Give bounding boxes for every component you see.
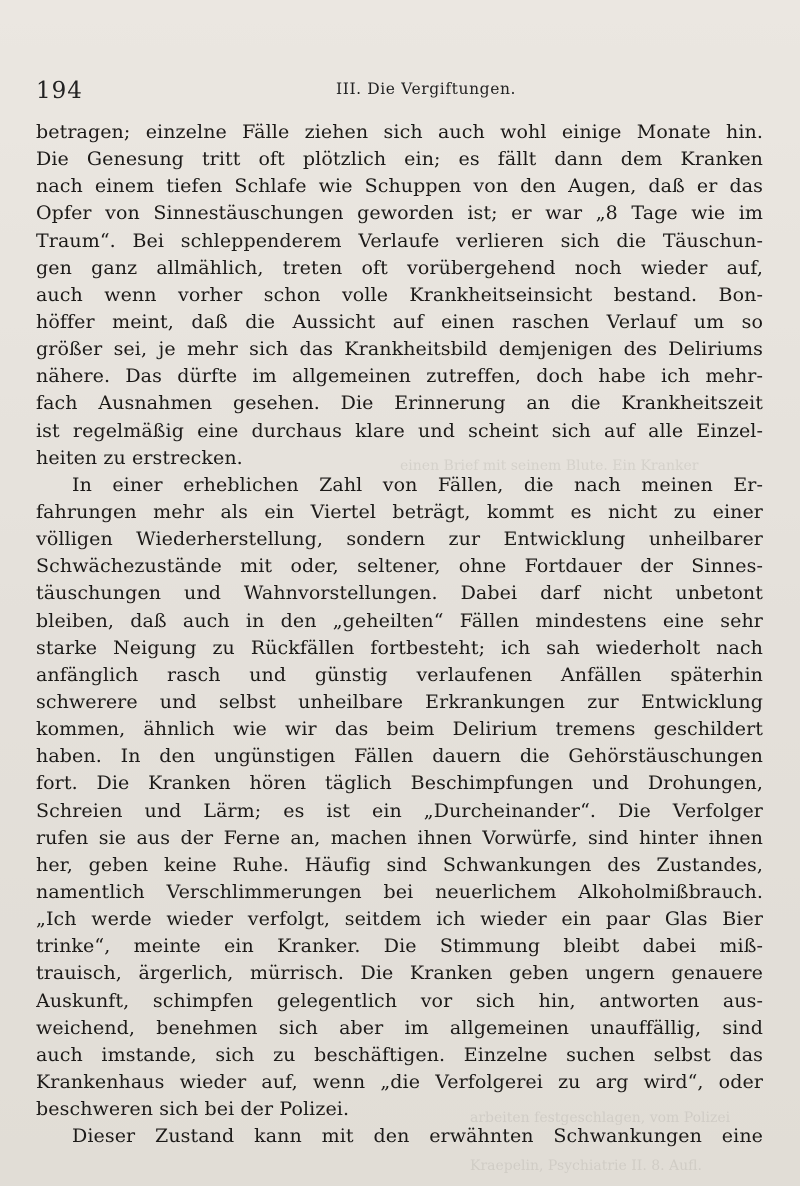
running-title: III. Die Vergiftungen.: [336, 80, 517, 98]
text-line: schwerere und selbst unheilbare Erkrankungen zur Entwicklung: [36, 690, 763, 713]
page-header: [36, 74, 764, 110]
text-line: rufen sie aus der Ferne an, machen ihnen Vorwürfe, sind hinter ihnen: [36, 826, 763, 849]
text-line: Auskunft, schimpfen gelegentlich vor sich hin, antworten aus-: [36, 989, 763, 1012]
text-line: nähere. Das dürfte im allgemeinen zutreffen, doch habe ich mehr-: [36, 365, 763, 388]
text-line: völligen Wiederherstellung, sondern zur Entwicklung unheilbarer: [36, 528, 763, 551]
text-line: ist regelmäßig eine durchaus klare und scheint sich auf alle Einzel-: [36, 419, 763, 442]
text-line: Schwächezustände mit oder, seltener, ohne Fortdauer der Sinnes-: [36, 555, 763, 578]
text-line: Schreien und Lärm; es ist ein „Durcheinander“. Die Verfolger: [36, 799, 763, 822]
text-line: fahrungen mehr als ein Viertel beträgt, kommt es nicht zu einer: [36, 500, 763, 523]
book-page: einen Brief mit seinem Blute. Ein Kranker arbeiten festgeschlagen, vom Polizei Kraepelin, Psychiatrie II. 8. Aufl. 194 III. Die Vergiftungen. betragen; einzelne Fälle ziehen sich auch wohl einige Monate hin. Die Genesung tritt oft plötzlich ein; es fällt dann dem Kranken nach einem tiefen Schlafe wie Schuppen von den Augen, daß er das Opfer von Sinnestäuschungen geworden ist; er war „8 Tage wie im Traum“. Bei schleppenderem Verlaufe verlieren sich die Täuschun- gen ganz allmählich, treten oft vorübergehend noch wieder auf, auch wenn vorher schon volle Krankheitseinsicht bestand. Bon- höffer meint, daß die Aussicht auf einen raschen Verlauf um so größer sei, je mehr sich das Krankheitsbild demjenigen des Deliriums nähere. Das dürfte im allgemeinen zutreffen, doch habe ich mehr- fach Ausnahmen gesehen. Die Erinnerung an die Krankheitszeit ist regelmäßig eine durchaus klare und scheint sich auf alle Einzel- heiten zu erstrecken. In einer erheblichen Zahl von Fällen, die nach meinen Er- fahrungen mehr als ein Viertel beträgt, kommt es nicht zu einer völligen Wiederherstellung, sondern zur Entwicklung unheilbarer Schwächezustände mit oder, seltener, ohne Fortdauer der Sinnes- täuschungen und Wahnvorstellungen. Dabei darf nicht unbetont bleiben, daß auch in den „geheilten“ Fällen mindestens eine sehr starke Neigung zu Rückfällen fortbesteht; ich sah wiederholt nach anfänglich rasch und günstig verlaufenen Anfällen späterhin schwerere und selbst unheilbare Erkrankungen zur Entwicklung kommen, ähnlich wie wir das beim Delirium tremens geschildert haben. In den ungünstigen Fällen dauern die Gehörstäuschungen fort. Die Kranken hören täglich Beschimpfungen und Drohungen, Schreien und Lärm; es ist ein „Durcheinander“. Die Verfolger rufen sie aus der Ferne an, machen ihnen Vorwürfe, sind hinter ihnen her, geben keine Ruhe. Häufig sind Schwankungen des Zustandes, namentlich Verschlimmerungen bei neuerlichem Alkoholmißbrauch. „Ich werde wieder verfolgt, seitdem ich wieder ein paar Glas Bier trinke“, meinte ein Kranker. Die Stimmung bleibt dabei miß- trauisch, ärgerlich, mürrisch. Die Kranken geben ungern genauere Auskunft, schimpfen gelegentlich vor sich hin, antworten aus- weichend, benehmen sich aber im allgemeinen unauffällig, sind auch imstande, sich zu beschäftigen. Einzelne suchen selbst das Krankenhaus wieder auf, wenn „die Verfolgerei zu arg wird“, oder beschweren sich bei der Polizei. Dieser Zustand kann mit den erwähnten Schwankungen eine: [0, 0, 800, 1186]
text-line: auch imstande, sich zu beschäftigen. Einzelne suchen selbst das: [36, 1043, 763, 1066]
text-line: her, geben keine Ruhe. Häufig sind Schwankungen des Zustandes,: [36, 853, 763, 876]
text-line: trinke“, meinte ein Kranker. Die Stimmung bleibt dabei miß-: [36, 935, 763, 958]
text-line: bleiben, daß auch in den „geheilten“ Fällen mindestens eine sehr: [36, 609, 763, 632]
paragraph-start-line: In einer erheblichen Zahl von Fällen, die nach meinen Er-: [72, 473, 763, 496]
text-line: höffer meint, daß die Aussicht auf einen raschen Verlauf um so: [36, 310, 763, 333]
text-line: starke Neigung zu Rückfällen fortbesteht; ich sah wiederholt nach: [36, 636, 763, 659]
paragraph-start-line: Dieser Zustand kann mit den erwähnten Schwankungen eine: [72, 1125, 763, 1148]
text-line: trauisch, ärgerlich, mürrisch. Die Kranken geben ungern genauere: [36, 962, 763, 985]
text-line: gen ganz allmählich, treten oft vorübergehend noch wieder auf,: [36, 256, 763, 279]
text-line: heiten zu erstrecken.: [36, 446, 243, 469]
text-line: täuschungen und Wahnvorstellungen. Dabei darf nicht unbetont: [36, 582, 763, 605]
text-line: anfänglich rasch und günstig verlaufenen Anfällen späterhin: [36, 663, 763, 686]
page-number: 194: [36, 78, 83, 104]
body-text: [36, 119, 763, 1150]
text-line: namentlich Verschlimmerungen bei neuerlichem Alkoholmißbrauch.: [36, 880, 763, 903]
text-line: Die Genesung tritt oft plötzlich ein; es fällt dann dem Kranken: [36, 148, 763, 171]
text-line: Opfer von Sinnestäuschungen geworden ist; er war „8 Tage wie im: [36, 202, 763, 225]
text-line: weichend, benehmen sich aber im allgemeinen unauffällig, sind: [36, 1016, 763, 1039]
text-line: fort. Die Kranken hören täglich Beschimpfungen und Drohungen,: [36, 772, 763, 795]
text-line: beschweren sich bei der Polizei.: [36, 1098, 350, 1121]
text-line: „Ich werde wieder verfolgt, seitdem ich wieder ein paar Glas Bier: [36, 908, 763, 931]
text-line: haben. In den ungünstigen Fällen dauern die Gehörstäuschungen: [36, 745, 763, 768]
text-line: Krankenhaus wieder auf, wenn „die Verfolgerei zu arg wird“, oder: [36, 1070, 763, 1093]
text-line: fach Ausnahmen gesehen. Die Erinnerung an die Krankheitszeit: [36, 392, 763, 415]
text-line: nach einem tiefen Schlafe wie Schuppen von den Augen, daß er das: [36, 175, 763, 198]
text-line: kommen, ähnlich wie wir das beim Delirium tremens geschildert: [36, 718, 763, 741]
text-line: Traum“. Bei schleppenderem Verlaufe verlieren sich die Täuschun-: [36, 229, 763, 252]
text-line: größer sei, je mehr sich das Krankheitsbild demjenigen des Deliriums: [36, 338, 763, 361]
text-line: betragen; einzelne Fälle ziehen sich auch wohl einige Monate hin.: [36, 121, 763, 143]
text-line: auch wenn vorher schon volle Krankheitseinsicht bestand. Bon-: [36, 283, 763, 306]
